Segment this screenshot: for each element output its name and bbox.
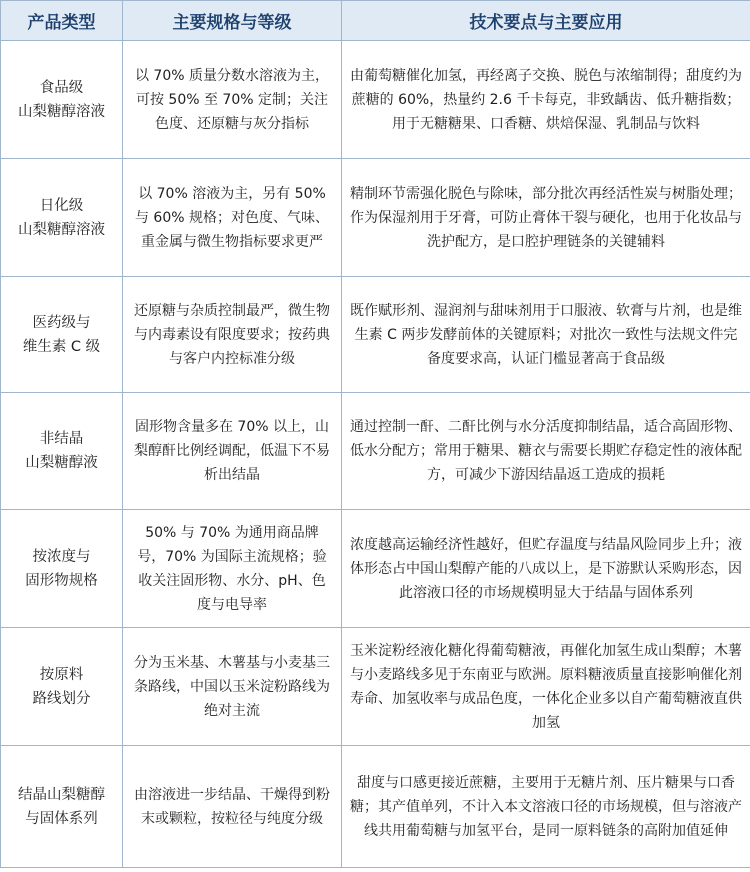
header-product-type: 产品类型 xyxy=(1,1,123,41)
product-type-text: 非结晶 山梨糖醇液 xyxy=(25,431,98,471)
product-type-cell xyxy=(1,277,123,393)
product-type-text: 食品级 山梨糖醇溶液 xyxy=(18,79,105,120)
spec-cell: 以 70% 质量分数水溶液为主，可按 50% 至 70% 定制；关注色度、还原糖与灰分指标 xyxy=(123,41,342,159)
tech-cell: 由葡萄糖催化加氢，再经离子交换、脱色与浓缩制得；甜度约为蔗糖的 60%，热量约 2.6 千卡每克，非致龋齿、低升糖指数；用于无糖糖果、口香糖、烘焙保湿、乳制品与饮料 xyxy=(342,41,750,159)
tech-cell: 通过控制一酐、二酐比例与水分活度抑制结晶，适合高固形物、低水分配方；常用于糖果、糖衣与需要长期贮存稳定性的液体配方，可减少下游因结晶返工造成的损耗 xyxy=(342,393,750,510)
tech-cell: 精制环节需强化脱色与除味，部分批次再经活性炭与树脂处理；作为保湿剂用于牙膏，可防止膏体干裂与硬化，也用于化妆品与洗护配方，是口腔护理链条的关键辅料 xyxy=(342,159,750,277)
table-row xyxy=(1,746,750,868)
table-row xyxy=(1,41,750,159)
spec-cell: 固形物含量多在 70% 以上，山梨醇酐比例经调配，低温下不易析出结晶 xyxy=(123,393,342,510)
table-row xyxy=(1,277,750,393)
product-type-cell xyxy=(1,628,123,746)
header-tech-application: 技术要点与主要应用 xyxy=(342,1,750,41)
header-spec-grade: 主要规格与等级 xyxy=(123,1,342,41)
product-type-cell xyxy=(1,746,123,868)
table-row xyxy=(1,628,750,746)
tech-cell: 玉米淀粉经液化糖化得葡萄糖液，再催化加氢生成山梨醇；木薯与小麦路线多见于东南亚与欧洲。原料糖液质量直接影响催化剂寿命、加氢收率与成品色度，一体化企业多以自产葡萄糖液直供加氢 xyxy=(342,628,750,746)
product-type-cell xyxy=(1,510,123,628)
product-type-cell xyxy=(1,159,123,277)
tech-cell: 既作赋形剂、湿润剂与甜味剂用于口服液、软膏与片剂，也是维生素 C 两步发酵前体的关键原料；对批次一致性与法规文件完备度要求高，认证门槛显著高于食品级 xyxy=(342,277,750,393)
tech-cell: 浓度越高运输经济性越好，但贮存温度与结晶风险同步上升；液体形态占中国山梨醇产能的八成以上，是下游默认采购形态，因此溶液口径的市场规模明显大于结晶与固体系列 xyxy=(342,510,750,628)
table-row xyxy=(1,393,750,510)
tech-cell: 甜度与口感更接近蔗糖，主要用于无糖片剂、压片糖果与口香糖；其产值单列，不计入本文溶液口径的市场规模，但与溶液产线共用葡萄糖与加氢平台，是同一原料链条的高附加值延伸 xyxy=(342,746,750,868)
product-type-cell xyxy=(1,41,123,159)
product-type-text: 日化级 山梨糖醇溶液 xyxy=(18,197,105,238)
table-header-row xyxy=(1,1,750,41)
spec-cell: 还原糖与杂质控制最严，微生物与内毒素设有限度要求；按药典与客户内控标准分级 xyxy=(123,277,342,393)
spec-cell: 分为玉米基、木薯基与小麦基三条路线，中国以玉米淀粉路线为绝对主流 xyxy=(123,628,342,746)
spec-cell: 以 70% 溶液为主，另有 50% 与 60% 规格；对色度、气味、重金属与微生物指标要求更严 xyxy=(123,159,342,277)
product-type-cell xyxy=(1,393,123,510)
table-row xyxy=(1,510,750,628)
spec-cell: 由溶液进一步结晶、干燥得到粉末或颗粒，按粒径与纯度分级 xyxy=(123,746,342,868)
product-type-text: 医药级与 维生素 C 级 xyxy=(22,314,101,355)
table-row xyxy=(1,159,750,277)
product-type-text: 按浓度与 固形物规格 xyxy=(25,548,98,589)
product-type-text: 结晶山梨糖醇 与固体系列 xyxy=(18,786,105,827)
spec-cell: 50% 与 70% 为通用商品牌号，70% 为国际主流规格；验收关注固形物、水分、pH、色度与电导率 xyxy=(123,510,342,628)
product-type-text: 按原料 路线划分 xyxy=(32,666,91,707)
